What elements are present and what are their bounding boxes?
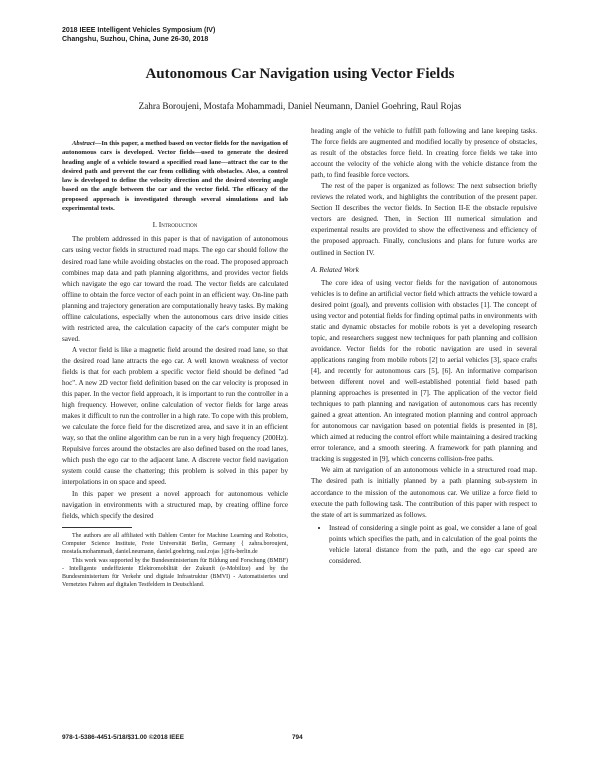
paper-organization-paragraph: The rest of the paper is organized as follows: The next subsection briefly reviews the related work, and highlights the contribution of the present paper. Section II describes the vector fields. In Section II-E the obstacle repulsive vectors are designed. Then, in Section III numerical simulation and experimental results are provided to show the effectiveness and efficiency of the proposed approach. Finally, conclusions and plans for future works are outlined in Section IV. [311,182,537,257]
conference-location: Changshu, Suzhou, China, June 26-30, 2018 [62,36,209,43]
paper-title: Autonomous Car Navigation using Vector Fields [145,66,455,82]
intro-paragraph-continued: heading angle of the vehicle to fulfill path following and lane keeping tasks. The force fields are augmented and modified locally by presence of obstacles, as result of the obstacles force field. In creating force fields we take into account the velocity of the vehicle along with the vehicle distance from the path, to find feasible force vectors. [311,127,537,180]
page-number: 794 [292,734,303,741]
contribution-list [311,523,537,567]
right-column [311,126,537,567]
abstract-text: —In this paper, a method based on vector fields for the navigation of autonomous cars is developed. Vector fields—used to generate the desired heading angle of a vehicle toward a specified road lane—attract the car to the desired path and prevent the car from colliding with obstacles. Also, a control law is developed to define the velocity direction and the desired steering angle based on the angle between the car and the vector field. The efficacy of the proposed approach is investigated through several simulations and lab experimental tests. [62,140,288,213]
conference-header [62,26,215,44]
footnote-funding: This work was supported by the Bundesministerium für Bildung und Forschung (BMBF) - Intelligente undeffiziente Elektromobilität der Zukunft (e-Mobilize) and by the Bundesministerium für Verkehr und digitale Infrastruktur (BMVI) - Automatisiertes und Vernetztes Fahren auf digitalen Testfeldern in Deutschland. [62,557,288,589]
subsection-heading-related-work: A. Related Work [311,264,359,274]
abstract-label: Abstract [72,140,95,147]
section-heading-introduction: I. Introduction [152,220,198,230]
contribution-item: • Instead of considering a single point as goal, we consider a lane of goal points which specifies the path, and in calculation of the goal points the vehicle lateral distance from the path, and the ego car speed are considered. [329,523,537,567]
abstract [62,139,288,213]
isbn-copyright: 978-1-5386-4451-5/18/$31.00 ©2018 IEEE [62,734,184,741]
left-column [62,139,288,590]
paper-authors: Zahra Boroujeni, Mostafa Mohammadi, Daniel Neumann, Daniel Goehring, Raul Rojas [138,101,462,111]
intro-paragraph-1: The problem addressed in this paper is that of navigation of autonomous cars using vector fields in structured road maps. The ego car should follow the desired road lane while avoiding obstacles on the road. The proposed approach combines map data and path planning algorithms, and provides vector fields which navigate the ego car toward the road. The vector fields are calculated offline to obtain the force vector of each point in an efficient way. On-line path planning and trajectory generation are computationally heavy tasks. By making offline calculations, especially when the autonomous cars drive inside cities with restricted area, the calculation capacity of the car's computer might be saved. [62,235,288,343]
related-work-paragraph-1: The core idea of using vector fields for the navigation of autonomous vehicles is to define an artificial vector field which attracts the vehicle toward a desired point (goal), and prevents collision with obstacles [1]. The concept of using vector and potential fields for finding optimal paths in environments with static and dynamic obstacles for mobile robots is yet a developing research topic, and researchers suggest new techniques for path planning and collision avoidance. Vector fields for the robotic navigation are used in several applications ranging from mobile robots [2] to aerial vehicles [3], space crafts [4], and recently for autonomous cars [5], [6]. An informative comparison between different novel and well-established potential field based path planning approaches is presented in [7]. The application of the vector field techniques to path planning and navigation of autonomous cars has recently gained a great attention. An integrated motion planning and control approach for autonomous car navigation based on potential fields is presented in [8], which aimed at reducing the control effort while maintaining a desired tracking error tolerance, and a smooth steering. A framework for path planning and tracking is suggested in [9], which concerns collision-free paths. [311,278,537,464]
related-work-paragraph-2: We aim at navigation of an autonomous vehicle in a structured road map. The desired path is initially planned by a path planning sub-system in accordance to the mission of the autonomous car. We utilize a force field to execute the path following task. The contribution of this paper with respect to the state of art is summarized as follows. [311,466,537,519]
footnote-divider [62,527,132,528]
intro-paragraph-2: A vector field is like a magnetic field around the desired road lane, so that the desired road lane attracts the ego car. A well known weakness of vector fields is that for each problem a specific vector field should be defined "ad hoc". A new 2D vector field definition based on the car velocity is proposed in this paper. In the vector field approach, it is important to run the controller in a high frequency. However, online calculation of vector fields for large areas makes it difficult to run the controller in a high rate. To cope with this problem, we calculate the force field for the discretized area, and save it in an efficient way, so that the online algorithm can be run in a very high frequency (200Hz). Repulsive forces around the obstacles are also defined based on the road lanes, which push the ego car to the adjacent lane. A discrete vector field navigation system could cause the chattering; this problem is solved in this paper by interpolations in on space and speed. [62,345,288,487]
footnote-affiliation: The authors are all affiliated with Dahlem Center for Machine Learning and Robotics, Computer Science Institute, Freie Universität Berlin, Germany { zahra.boroujeni, mostafa.mohammadi, daniel.neumann, daniel.goehring, raul.rojas }@fu-berlin.de [62,532,288,556]
intro-paragraph-3: In this paper we present a novel approach for autonomous vehicle navigation in environments with a structured map, by creating offline force fields, which specify the desired [62,489,288,520]
footnotes [62,532,288,590]
conference-name: 2018 IEEE Intelligent Vehicles Symposium (IV) [62,27,216,34]
